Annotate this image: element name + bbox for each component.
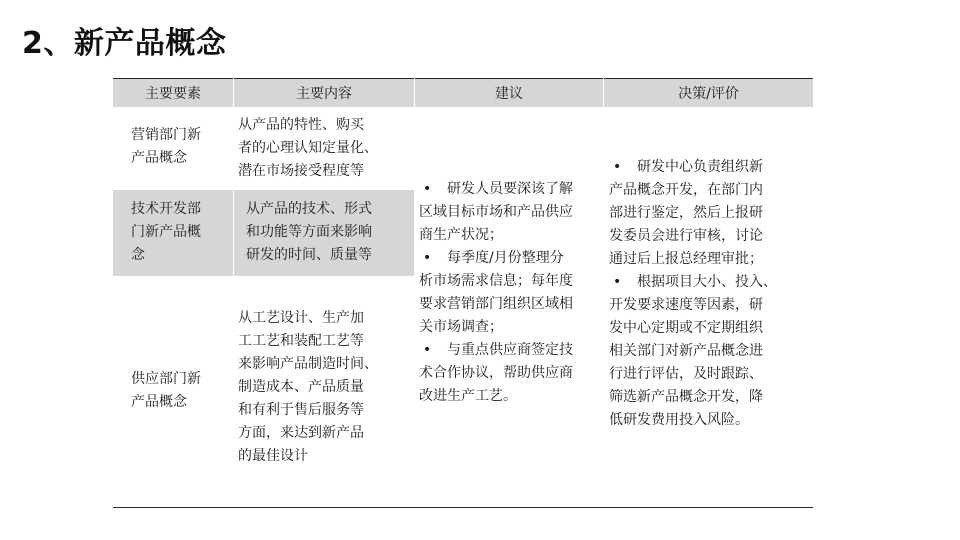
content-line: 来影响产品制造时间、: [238, 356, 378, 372]
suggestions-line: [419, 224, 603, 247]
suggestions-text: 研发人员要深该了解: [447, 181, 573, 197]
suggestions-line: [419, 201, 603, 224]
row-tech-content: [234, 190, 414, 276]
row-divider: [113, 276, 414, 277]
element-line: 产品概念: [131, 150, 187, 166]
decision-line: [609, 156, 813, 179]
row-supply-content: [234, 277, 414, 508]
column-divider: [414, 78, 415, 508]
decision-line: [609, 202, 813, 225]
suggestions-cell: [415, 108, 603, 508]
column-divider: [603, 78, 604, 508]
suggestions-text: 商生产状况；: [419, 227, 503, 243]
content-line: 和有利于售后服务等: [238, 402, 364, 418]
content-line: 的最佳设计: [238, 448, 308, 464]
decision-text: 相关部门对新产品概念进: [609, 343, 763, 359]
suggestions-line: [419, 339, 603, 362]
column-divider: [233, 78, 234, 508]
element-line: 营销部门新: [131, 127, 201, 143]
row-divider: [113, 189, 414, 190]
row-marketing-element: [113, 108, 233, 189]
bullet-icon: •: [613, 159, 622, 175]
suggestions-line: [419, 362, 603, 385]
content-line: 从工艺设计、生产加: [238, 310, 364, 326]
element-line: 供应部门新: [131, 371, 201, 387]
suggestions-text: 要求营销部门组织区域相: [419, 296, 573, 312]
content-line: 者的心理认知定量化、: [238, 140, 378, 156]
content-line: 研发的时间、质量等: [246, 247, 372, 263]
element-line: 门新产品概: [131, 224, 201, 240]
bullet-icon: •: [613, 274, 622, 290]
suggestions-text: 与重点供应商签定技: [447, 342, 573, 358]
decision-text: 行进行评估，及时跟踪、: [609, 366, 763, 382]
suggestions-text: 关市场调查；: [419, 319, 503, 335]
element-line: 产品概念: [131, 394, 187, 410]
content-line: 方面，来达到新产品: [238, 425, 364, 441]
decision-text: 研发中心负责组织新: [637, 159, 763, 175]
suggestions-line: [419, 178, 603, 201]
decision-text: 筛选新产品概念开发，降: [609, 389, 763, 405]
decision-text: 通过后上报总经理审批；: [609, 251, 763, 267]
suggestions-text: 改进生产工艺。: [419, 388, 517, 404]
page-title: 2、新产品概念: [22, 26, 227, 61]
decision-text: 产品概念开发，在部门内: [609, 182, 763, 198]
bullet-icon: •: [423, 342, 432, 358]
decision-text: 开发要求速度等因素，研: [609, 297, 763, 313]
table-bottom-rule: [113, 507, 813, 508]
header-decision: 决策/评价: [604, 79, 813, 107]
content-line: 工工艺和装配工艺等: [238, 333, 364, 349]
row-marketing-content: [234, 108, 414, 189]
decision-text: 低研发费用投入风险。: [609, 412, 749, 428]
concept-table: [113, 78, 813, 508]
suggestions-text: 析市场需求信息；每年度: [419, 273, 573, 289]
decision-line: [609, 271, 813, 294]
element-line: 技术开发部: [131, 201, 201, 217]
element-line: 念: [131, 247, 145, 263]
decision-line: [609, 225, 813, 248]
decision-text: 部进行鉴定，然后上报研: [609, 205, 763, 221]
suggestions-text: 区域目标市场和产品供应: [419, 204, 573, 220]
content-line: 和功能等方面来影响: [246, 224, 372, 240]
suggestions-line: [419, 270, 603, 293]
content-line: 潜在市场接受程度等: [238, 163, 364, 179]
header-element: 主要要素: [113, 79, 233, 107]
decision-text: 根据项目大小、投入、: [637, 274, 777, 290]
content-line: 从产品的特性、购买: [238, 117, 364, 133]
decision-line: [609, 363, 813, 386]
row-supply-element: [113, 277, 233, 508]
header-content: 主要内容: [234, 79, 414, 107]
content-line: 从产品的技术、形式: [246, 201, 372, 217]
suggestions-line: [419, 385, 603, 408]
decision-text: 发委员会进行审核，讨论: [609, 228, 763, 244]
suggestions-text: 每季度/月份整理分: [447, 250, 564, 266]
decision-line: [609, 248, 813, 271]
decision-line: [609, 179, 813, 202]
row-tech-element: [113, 190, 233, 276]
decision-text: 发中心定期或不定期组织: [609, 320, 763, 336]
content-line: 制造成本、产品质量: [238, 379, 364, 395]
suggestions-line: [419, 293, 603, 316]
decision-line: [609, 386, 813, 409]
suggestions-text: 术合作协议，帮助供应商: [419, 365, 573, 381]
decision-cell: [604, 108, 813, 508]
suggestions-line: [419, 247, 603, 270]
bullet-icon: •: [423, 250, 432, 266]
suggestions-line: [419, 316, 603, 339]
decision-line: [609, 317, 813, 340]
bullet-icon: •: [423, 181, 432, 197]
header-suggestion: 建议: [415, 79, 603, 107]
decision-line: [609, 409, 813, 432]
decision-line: [609, 294, 813, 317]
decision-line: [609, 340, 813, 363]
